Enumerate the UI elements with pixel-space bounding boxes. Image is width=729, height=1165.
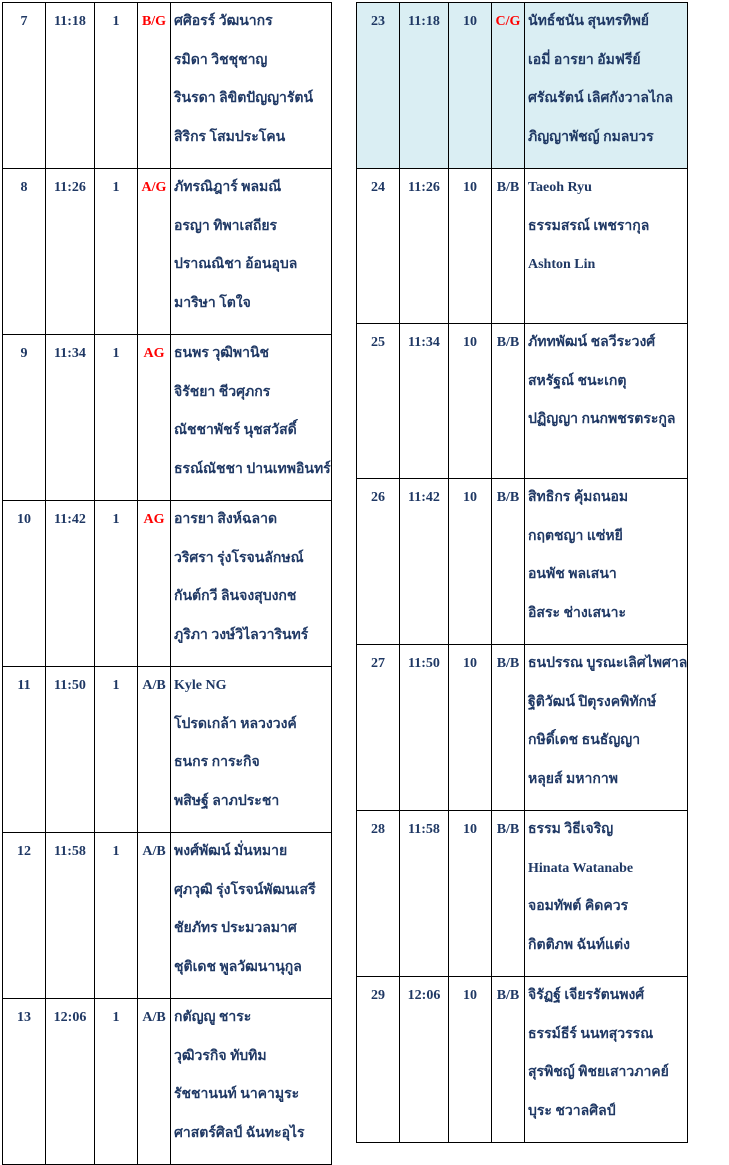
players-cell — [525, 977, 688, 1143]
player-name: ภิญญาพัชญ์ กมลบวร — [528, 129, 654, 145]
flight-row — [3, 335, 332, 501]
player-name: จิรัชยา ชีวศุภกร — [174, 384, 271, 400]
flight-value: 13 — [17, 1010, 31, 1025]
player-name: Taeoh Ryu — [528, 180, 592, 195]
flight-row — [357, 3, 688, 169]
tee-cell — [95, 999, 138, 1165]
players-cell — [525, 479, 688, 645]
nine-value: B/G — [141, 14, 167, 29]
flight-row — [357, 169, 688, 324]
tee-time-cell — [400, 977, 449, 1143]
player-name: โปรดเกล้า หลวงวงค์ — [174, 716, 297, 732]
flight-number-cell — [357, 645, 400, 811]
player-name: กิตติภพ ฉันท์แต่ง — [528, 937, 630, 953]
player-name: Kyle NG — [174, 678, 227, 693]
player-name: ธรรม วิธีเจริญ — [528, 822, 614, 837]
player-name: ธรรม์ธีร์ นนทสุวรรณ — [528, 1026, 654, 1042]
time-value: 11:34 — [408, 335, 440, 350]
tee-value: 10 — [463, 180, 477, 195]
nine-value: A/B — [142, 678, 166, 693]
flight-value: 10 — [17, 512, 31, 527]
flight-value: 9 — [20, 346, 28, 361]
nine-cell — [138, 667, 171, 833]
flight-number-cell — [3, 169, 46, 335]
tee-time-cell — [46, 501, 95, 667]
player-name: ธรณ์ณัชชา ปานเทพอินทร์ — [174, 461, 331, 477]
tee-time-cell — [46, 3, 95, 169]
tee-time-cell — [400, 645, 449, 811]
flight-row — [3, 667, 332, 833]
player-name: พสิษฐ์ ลาภประชา — [174, 793, 280, 809]
flight-number-cell — [3, 3, 46, 169]
player-list — [174, 335, 331, 500]
nine-cell — [492, 977, 525, 1143]
player-name: ธนพร วุฒิพานิช — [174, 346, 270, 361]
tee-cell — [95, 169, 138, 335]
time-value: 11:18 — [54, 14, 86, 29]
tee-cell — [95, 335, 138, 501]
player-name: วริศรา รุ่งโรจนลักษณ์ — [174, 550, 304, 566]
flight-row — [357, 811, 688, 977]
nine-cell — [492, 3, 525, 169]
player-list — [174, 833, 331, 998]
player-name: กันต์กวี ลินจงสุบงกช — [174, 589, 297, 604]
tee-value: 10 — [463, 14, 477, 29]
player-name: สิริกร โสมประโคน — [174, 129, 286, 145]
flight-number-cell — [3, 501, 46, 667]
players-cell — [171, 335, 332, 501]
player-name: ภูริภา วงษ์วิไลวารินทร์ — [174, 627, 309, 643]
tee-cell — [95, 3, 138, 169]
player-name: บุระ ชวาลศิลป์ — [528, 1103, 616, 1119]
tee-cell — [95, 501, 138, 667]
player-name: อารยา สิงห์ฉลาด — [174, 512, 278, 527]
tee-time-cell — [46, 667, 95, 833]
nine-value: B/B — [496, 656, 520, 671]
player-name: Hinata Watanabe — [528, 860, 634, 876]
player-name: รมิดา วิชชุชาญ — [174, 52, 268, 68]
flight-row — [357, 645, 688, 811]
time-value: 11:50 — [54, 678, 86, 693]
time-value: 11:58 — [54, 844, 86, 859]
time-value: 11:50 — [408, 656, 440, 671]
tee-cell — [95, 833, 138, 999]
nine-value: C/G — [495, 14, 521, 29]
tee-cell — [449, 811, 492, 977]
player-name: ณัชชาพัชร์ นุชสวัสดิ์ — [174, 423, 297, 438]
flight-value: 8 — [20, 180, 28, 195]
flight-row — [3, 833, 332, 999]
player-name: สุรพิชญ์ พิชยเสาวภาคย์ — [528, 1065, 669, 1080]
tee-value: 10 — [463, 335, 477, 350]
player-name: มาริษา โตใจ — [174, 295, 251, 311]
nine-cell — [492, 645, 525, 811]
player-name: จอมทัพต์ คิดควร — [528, 899, 629, 914]
tee-time-cell — [400, 169, 449, 324]
flight-value: 28 — [371, 822, 385, 837]
nine-value: A/B — [142, 1010, 166, 1025]
player-name: สหรัฐณ์ ชนะเกตุ — [528, 373, 627, 389]
player-name: ศศิอรร์ วัฒนากร — [174, 14, 273, 29]
flight-number-cell — [3, 335, 46, 501]
tee-value: 1 — [112, 678, 120, 693]
tee-time-cell — [46, 999, 95, 1165]
player-name: สิทธิกร คุ้มถนอม — [528, 490, 629, 505]
players-cell — [171, 501, 332, 667]
player-list — [174, 999, 331, 1164]
flight-number-cell — [357, 811, 400, 977]
player-list — [174, 3, 331, 168]
players-cell — [525, 169, 688, 324]
flight-value: 11 — [17, 678, 31, 693]
flight-number-cell — [3, 833, 46, 999]
tee-time-cell — [46, 335, 95, 501]
flight-row — [3, 169, 332, 335]
player-name: ฐิติวัฒน์ ปิตุรงคพิทักษ์ — [528, 694, 657, 710]
flight-number-cell — [3, 999, 46, 1165]
player-name: ปฏิญญา กนกพชรตระกูล — [528, 412, 676, 427]
flight-number-cell — [357, 169, 400, 324]
player-list — [528, 479, 687, 644]
player-list — [528, 324, 687, 451]
tee-value: 10 — [463, 490, 477, 505]
tee-value: 1 — [112, 14, 120, 29]
flight-row — [357, 324, 688, 479]
nine-cell — [138, 999, 171, 1165]
flight-number-cell — [357, 479, 400, 645]
player-list — [528, 645, 687, 810]
tee-cell — [449, 645, 492, 811]
flight-row — [357, 479, 688, 645]
time-value: 11:42 — [408, 490, 440, 505]
player-list — [528, 811, 687, 976]
flight-value: 7 — [20, 14, 28, 29]
player-name: ชัยภัทร ประมวลมาศ — [174, 921, 297, 936]
time-value: 11:26 — [408, 180, 440, 195]
player-list — [174, 501, 331, 666]
flight-value: 24 — [371, 180, 385, 195]
time-value: 12:06 — [407, 988, 441, 1003]
nine-cell — [492, 479, 525, 645]
player-list — [528, 977, 687, 1142]
player-name: ธนกร การะกิจ — [174, 755, 260, 770]
players-cell — [171, 169, 332, 335]
player-name: ศุภวุฒิ รุ่งโรจน์พัฒนเสรี — [174, 882, 316, 898]
tee-value: 10 — [463, 822, 477, 837]
nine-value: B/B — [496, 490, 520, 505]
nine-cell — [138, 501, 171, 667]
player-name: ธนปรรณ บูรณะเลิศไพศาล — [528, 656, 688, 671]
player-name: จิรัฏฐ์ เจียรรัตนพงศ์ — [528, 988, 645, 1003]
tee-value: 1 — [112, 512, 120, 527]
flight-row — [3, 3, 332, 169]
player-name: Ashton Lin — [528, 257, 596, 272]
flight-value: 23 — [371, 14, 385, 29]
time-value: 11:58 — [408, 822, 440, 837]
time-value: 11:34 — [54, 346, 86, 361]
flight-value: 25 — [371, 335, 385, 350]
flight-number-cell — [357, 324, 400, 479]
tee-cell — [449, 324, 492, 479]
tee-time-cell — [46, 833, 95, 999]
tee-value: 1 — [112, 180, 120, 195]
player-name: อิสระ ช่างเสนาะ — [528, 605, 626, 621]
player-name: วุฒิวรกิจ ทับทิม — [174, 1048, 267, 1064]
player-list — [174, 667, 331, 832]
tee-cell — [449, 169, 492, 324]
nine-cell — [492, 324, 525, 479]
nine-value: B/B — [496, 822, 520, 837]
player-name: ศรัณรัตน์ เลิศกังวาลไกล — [528, 91, 674, 106]
player-list — [528, 3, 687, 168]
tee-time-cell — [400, 3, 449, 169]
tee-value: 10 — [463, 656, 477, 671]
nine-cell — [492, 169, 525, 324]
nine-value: B/B — [496, 180, 520, 195]
players-cell — [525, 811, 688, 977]
nine-value: AG — [143, 346, 165, 361]
player-name: รัชชานนท์ นาคามูระ — [174, 1087, 300, 1102]
tee-cell — [449, 977, 492, 1143]
players-cell — [171, 999, 332, 1165]
tee-value: 1 — [112, 1010, 120, 1025]
player-name: รินรดา ลิขิตปัญญารัตน์ — [174, 91, 314, 106]
player-name: ภัทรณิฎาร์ พลมณี — [174, 180, 282, 195]
player-name: เอมี่ อารยา อัมฟรีย์ — [528, 52, 641, 68]
flight-row — [357, 977, 688, 1143]
player-name: ปราณณิชา อ้อนอุบล — [174, 257, 298, 272]
player-name: ศาสตร์ศิลป์ ฉันทะอุไร — [174, 1125, 305, 1141]
time-value: 11:26 — [54, 180, 86, 195]
player-list — [528, 169, 687, 296]
nine-value: A/B — [142, 844, 166, 859]
tee-value: 1 — [112, 346, 120, 361]
players-cell — [171, 3, 332, 169]
players-cell — [525, 645, 688, 811]
flight-value: 27 — [371, 656, 385, 671]
tee-time-cell — [400, 479, 449, 645]
players-cell — [525, 324, 688, 479]
nine-value: A/G — [141, 180, 167, 195]
player-list — [174, 169, 331, 334]
nine-value: B/B — [496, 335, 520, 350]
tee-cell — [95, 667, 138, 833]
player-name: นัทธ์ชนัน สุนทรทิพย์ — [528, 14, 650, 29]
flight-number-cell — [357, 977, 400, 1143]
nine-cell — [138, 3, 171, 169]
right-tee-time-table — [356, 2, 688, 1143]
nine-cell — [492, 811, 525, 977]
player-name: อรญา ทิพาเสถียร — [174, 218, 278, 234]
tee-cell — [449, 3, 492, 169]
flight-number-cell — [357, 3, 400, 169]
player-name: ชุติเดช พูลวัฒนานุกูล — [174, 959, 302, 975]
tee-value: 1 — [112, 844, 120, 859]
players-cell — [525, 3, 688, 169]
nine-value: B/B — [496, 988, 520, 1003]
flight-value: 29 — [371, 988, 385, 1003]
flight-value: 12 — [17, 844, 31, 859]
time-value: 12:06 — [53, 1010, 87, 1025]
tee-value: 10 — [463, 988, 477, 1003]
player-name: อนพัช พลเสนา — [528, 567, 617, 582]
tee-cell — [449, 479, 492, 645]
time-value: 11:42 — [54, 512, 86, 527]
flight-row — [3, 501, 332, 667]
player-name: ธรรมสรณ์ เพชรากุล — [528, 218, 650, 234]
nine-cell — [138, 335, 171, 501]
flight-value: 26 — [371, 490, 385, 505]
player-name: หลุยส์ มหากาพ — [528, 771, 618, 787]
time-value: 11:18 — [408, 14, 440, 29]
players-cell — [171, 833, 332, 999]
flight-row — [3, 999, 332, 1165]
left-tee-time-table — [2, 2, 332, 1165]
flight-number-cell — [3, 667, 46, 833]
player-name: กษิดิ์เดช ธนธัญญา — [528, 733, 641, 748]
player-name: ภัททพัฒน์ ชลวีระวงศ์ — [528, 335, 656, 350]
nine-cell — [138, 169, 171, 335]
player-name: กตัญญู ชาระ — [174, 1010, 252, 1025]
nine-value: AG — [143, 512, 165, 527]
tee-time-cell — [400, 324, 449, 479]
players-cell — [171, 667, 332, 833]
tee-time-cell — [400, 811, 449, 977]
tee-time-cell — [46, 169, 95, 335]
nine-cell — [138, 833, 171, 999]
player-name: กฤตชญา แซ่หยี — [528, 528, 623, 544]
player-name: พงศ์พัฒน์ มั่นหมาย — [174, 844, 288, 859]
